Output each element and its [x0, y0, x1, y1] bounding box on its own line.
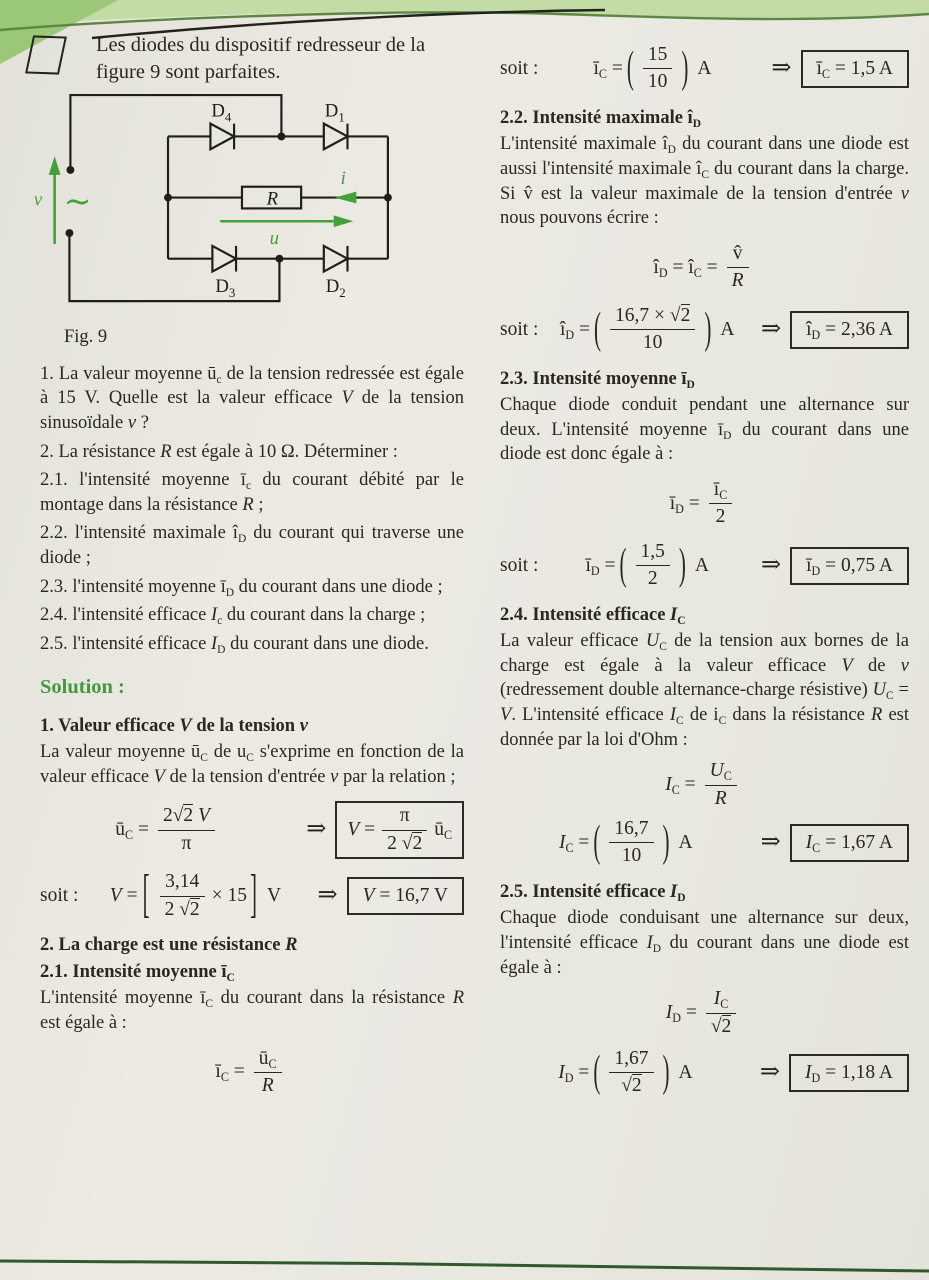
- fraction: $\frac{15}{10}$: [643, 44, 673, 94]
- formula-id-max-value: soit : $î_D$ = ( $\frac{16,7 \times √2}{10}$ ) A ⇒ $î_D = 2,36$ A: [500, 305, 909, 355]
- diode-d3: [212, 246, 236, 272]
- open-paren: (: [626, 41, 634, 93]
- open-paren: (: [619, 538, 627, 589]
- section-2-1-text: L'intensité moyenne $ī_C$ du courant dans la résistance R est égale à :: [40, 988, 464, 1033]
- formula-id-mean-value: soit : $ī_D$ = ( $\frac{1,5}{2}$ ) A ⇒ $ī_D = 0,75$ A: [500, 541, 909, 591]
- u-arrow: [220, 216, 353, 250]
- implies-arrow-icon: ⇒: [306, 816, 327, 843]
- diode-d1: [324, 124, 348, 150]
- formula-ic-rms-def: $I_C$ = $\frac{U_C}{R}$: [500, 760, 909, 810]
- figure-caption: Fig. 9: [64, 327, 108, 348]
- fraction: $\frac{\pi}{2 √2}$: [382, 805, 427, 855]
- close-paren: ): [662, 1045, 670, 1097]
- formula-ic-rms-value: $I_C$ = ( $\frac{16,7}{10}$ ) A ⇒ $I_C = 1,67$ A: [500, 818, 909, 868]
- soit-label: soit :: [40, 885, 79, 907]
- implies-arrow-icon: ⇒: [771, 54, 792, 81]
- circuit-figure: [28, 87, 452, 319]
- fraction: $\frac{U_C}{R}$: [705, 760, 737, 810]
- fraction: $\frac{3,14}{2 √2}$: [160, 871, 205, 921]
- section-2-2-text: L'intensité maximale $î_D$ du courant dans une diode est aussi l'intensité maximale $î_C$ du courant dans la charge. Si v̂ est la valeur maximale de la tension d'entrée v nous pouvons écrire :: [500, 134, 910, 229]
- label-d2: $D_2$: [325, 276, 346, 301]
- soit-label: soit :: [500, 318, 539, 340]
- result-box: $ī_D = 0,75$ A: [790, 547, 909, 585]
- right-column: [500, 30, 909, 1108]
- unit: A: [694, 554, 709, 576]
- question-1: 1. La valeur moyenne $ū_c$ de la tension redressée est égale à 15 V. Quelle est la valeur efficace V de la tension sinusoïdale v ?: [40, 363, 464, 434]
- fraction: $\frac{16,7}{10}$: [609, 818, 653, 868]
- fraction: $\frac{1,67}{√2}$: [609, 1048, 653, 1098]
- solution-heading: Solution :: [40, 676, 125, 699]
- resistor-label: R: [266, 188, 279, 210]
- open-paren: (: [593, 1045, 601, 1097]
- result-box: $ī_C = 1,5$ A: [801, 50, 910, 88]
- formula-id-mean-def: $ī_D$ = $\frac{ī_C}{2}$: [500, 479, 909, 529]
- diode-d2: [324, 246, 348, 272]
- section-2-3-heading: 2.3. Intensité moyenne $ī_D$: [500, 368, 695, 391]
- close-paren: ): [704, 302, 712, 353]
- exercise-statement: Les diodes du dispositif redresseur de la figure 9 sont parfaites.: [96, 34, 426, 83]
- implies-arrow-icon: ⇒: [759, 1059, 780, 1085]
- left-column: [33, 24, 465, 1109]
- result-box: $I_C = 1,67$ A: [790, 824, 909, 862]
- soit-label: soit :: [500, 57, 539, 79]
- soit-label: soit :: [500, 554, 539, 576]
- label-d1: $D_1$: [324, 101, 345, 125]
- formula-v-value: soit : V = [ $\frac{3,14}{2 √2}$ × 15 ] V ⇒ V = 16,7 V: [40, 871, 464, 921]
- fraction: $\frac{ī_C}{2}$: [709, 479, 732, 529]
- fraction: $\frac{ū_C}{R}$: [254, 1048, 282, 1098]
- section-2-3-text: Chaque diode conduit pendant une alternance sur deux. L'intensité moyenne $ī_D$ du courant dans une diode est donc égale à :: [500, 395, 909, 465]
- close-paren: ): [662, 815, 670, 867]
- diode-d4: [210, 124, 234, 150]
- fraction: $\frac{16,7 \times √2}{10}$: [610, 305, 695, 355]
- unit: A: [678, 831, 693, 853]
- result-box: V = 16,7 V: [347, 877, 464, 915]
- section-2-5-text: Chaque diode conduisant une alternance sur deux, l'intensité efficace $I_D$ du courant dans une diode est égale à :: [500, 908, 909, 978]
- implies-arrow-icon: ⇒: [317, 882, 338, 909]
- sine-symbol: ∼: [63, 183, 92, 221]
- open-paren: (: [593, 815, 601, 867]
- current-label: i: [340, 168, 346, 190]
- section-2-1-heading: 2.1. Intensité moyenne $ī_C$: [40, 961, 235, 984]
- implies-arrow-icon: ⇒: [760, 315, 782, 342]
- u-arrowhead-icon: [334, 216, 354, 228]
- open-paren: (: [594, 302, 602, 353]
- source-voltage-label: v: [33, 189, 43, 211]
- section-2-5-heading: 2.5. Intensité efficace $I_D$: [500, 881, 686, 904]
- result-box: $I_D = 1,18$ A: [789, 1054, 909, 1092]
- fraction: $\frac{2√2 V}{\pi}$: [158, 805, 215, 855]
- fraction: $\frac{1,5}{2}$: [636, 541, 670, 591]
- u-voltage-label: u: [269, 228, 279, 250]
- implies-arrow-icon: ⇒: [760, 551, 782, 578]
- unit: V: [267, 885, 282, 907]
- section-2-heading: 2. La charge est une résistance R: [40, 935, 298, 956]
- formula-ic-mean-value: soit : $ī_C$ = ( $\frac{15}{10}$ ) A ⇒ $ī_C = 1,5$ A: [500, 44, 909, 94]
- question-2: 2. La résistance R est égale à 10 Ω. Déterminer :: [40, 441, 398, 462]
- unit: A: [720, 318, 735, 340]
- question-2-2: 2.2. l'intensité maximale $î_D$ du courant qui traverse une diode ;: [40, 523, 464, 569]
- question-2-5: 2.5. l'intensité efficace $I_D$ du courant dans une diode.: [40, 633, 429, 656]
- formula-v-relation: [40, 801, 464, 859]
- source-arrow-icon: [49, 156, 61, 175]
- result-box: $î_D = 2,36$ A: [790, 311, 909, 349]
- section-2-4-text: La valeur efficace $U_C$ de la tension aux bornes de la charge est égale à la valeur efficace V de v (redressement double alternance-charge résistive) $U_C = V$. L'intensité efficace $I_C$ de $i_C$ dans la résistance R est donnée par la loi d'Ohm :: [500, 631, 910, 750]
- section-2-4-heading: 2.4. Intensité efficace $I_C$: [500, 604, 686, 627]
- question-2-4: 2.4. l'intensité efficace $I_c$ du courant dans la charge ;: [40, 605, 426, 628]
- question-2-3: 2.3. l'intensité moyenne $ī_D$ du courant dans une diode ;: [40, 576, 443, 599]
- page-bottom-rule: [0, 1254, 929, 1274]
- formula-id-rms-value: $I_D$ = ( $\frac{1,67}{√2}$ ) A ⇒ $I_D = 1,18$ A: [500, 1048, 909, 1098]
- question-2-1: 2.1. l'intensité moyenne $ī_c$ du courant débité par le montage dans la résistance R ;: [40, 470, 465, 515]
- math-lhs: $ū_C$ =: [115, 819, 149, 843]
- section-2-2-heading: 2.2. Intensité maximale $î_D$: [500, 107, 701, 130]
- open-bracket: [: [142, 863, 150, 924]
- close-paren: ): [681, 41, 689, 93]
- section-1-text: La valeur moyenne $ū_C$ de $u_C$ s'exprime en fonction de la valeur efficace V de la tension d'entrée v par la relation ;: [40, 742, 465, 787]
- close-bracket: ]: [250, 863, 258, 924]
- formula-ic-mean-def: $ī_C$ = $\frac{ū_C}{R}$: [40, 1048, 464, 1098]
- current-arrow-icon: [335, 192, 357, 204]
- implies-arrow-icon: ⇒: [760, 828, 781, 855]
- fraction: $\frac{v̂}{R}$: [727, 243, 749, 293]
- unit: A: [678, 1061, 693, 1083]
- fraction: $\frac{I_C}{√2}$: [706, 988, 736, 1038]
- formula-id-rms-def: $I_D$ = $\frac{I_C}{√2}$: [500, 988, 909, 1038]
- close-paren: ): [678, 538, 686, 589]
- unit: A: [697, 57, 712, 79]
- label-d3: $D_3$: [215, 276, 236, 301]
- section-1-heading: 1. Valeur efficace V de la tension v: [40, 715, 308, 736]
- formula-id-max-def: $î_D$ = $î_C$ = $\frac{v̂}{R}$: [500, 243, 909, 293]
- ac-source: [34, 156, 92, 244]
- result-box: V = $\frac{\pi}{2 √2}$ $ū_C$: [335, 801, 464, 859]
- label-d4: $D_4$: [211, 101, 232, 125]
